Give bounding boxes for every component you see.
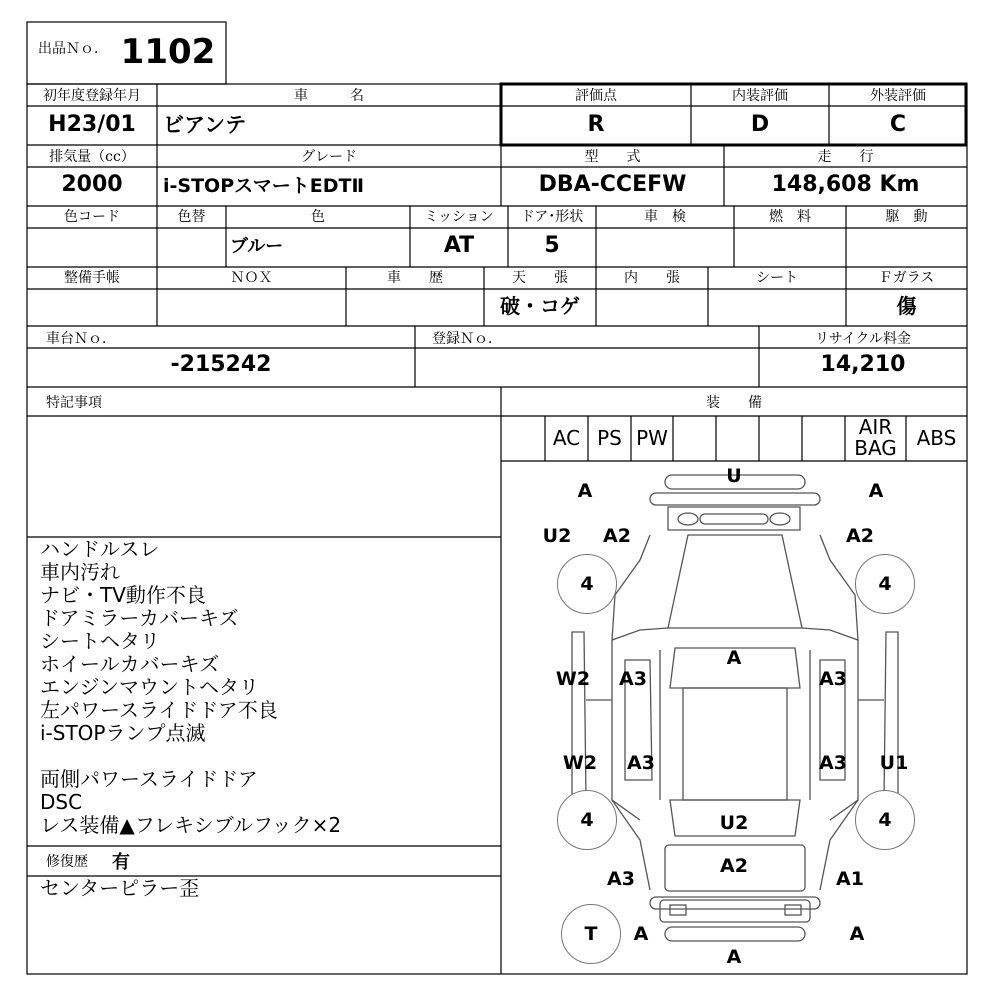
displacement-value: 2000 — [61, 172, 123, 197]
equipment-item: AC — [552, 426, 581, 450]
drive-label: 駆 動 — [885, 209, 928, 225]
damage-mark: A — [849, 923, 865, 945]
glass-value: 傷 — [896, 294, 917, 318]
rear-bumper-shape — [650, 897, 820, 909]
damage-mark: A — [633, 923, 649, 945]
interior-grade-label: 内装評価 — [732, 88, 788, 104]
damage-mark: U1 — [879, 752, 909, 774]
right-mirror-shape — [884, 632, 898, 800]
nox-label: ＮＯＸ — [230, 270, 273, 286]
note-line: 左パワースライドドア不良 — [40, 698, 278, 722]
equipment-item: AIR BAG — [854, 415, 897, 460]
ceiling-label: 天 張 — [512, 270, 568, 286]
model-value: DBA-CCEFW — [538, 172, 687, 197]
note-line: ナビ・TV動作不良 — [40, 583, 206, 607]
chassis-value: -215242 — [170, 352, 272, 377]
notes-label: 特記事項 — [46, 395, 102, 411]
note-line: ホイールカバーキズ — [40, 652, 220, 676]
damage-mark: A3 — [627, 752, 655, 774]
manual-label: 整備手帳 — [64, 270, 120, 286]
car-name-value: ビアンテ — [163, 113, 247, 137]
note-line: エンジンマウントヘタリ — [40, 675, 259, 699]
note-line: i-STOPランプ点滅 — [40, 721, 206, 745]
mileage-value: 148,608 Km — [771, 172, 920, 197]
repair-value: 有 — [112, 852, 130, 873]
front-bumper-lower-shape — [650, 493, 820, 505]
tire-rear-right: 4 — [855, 790, 915, 850]
grade-value: i-STOPスマートEDTⅡ — [163, 175, 364, 197]
lot-label: 出品Ｎｏ． — [38, 41, 108, 57]
grade-label: グレード — [301, 149, 357, 165]
seat-label: シート — [756, 270, 798, 286]
glass-label: Ｆガラス — [878, 270, 935, 286]
equipment-item: ABS — [916, 426, 957, 450]
history-label: 車 歴 — [387, 270, 443, 286]
interior-trim-label: 内 張 — [624, 270, 680, 286]
inspection-label: 車 検 — [644, 209, 686, 225]
grille-shape — [668, 507, 800, 530]
windshield-shape — [668, 535, 802, 628]
damage-mark: A — [868, 480, 884, 502]
fuel-label: 燃 料 — [769, 209, 811, 225]
chassis-label: 車台Ｎｏ． — [46, 331, 116, 347]
damage-mark: A3 — [619, 668, 647, 690]
note-line: ハンドルスレ — [40, 537, 160, 561]
mileage-label: 走 行 — [817, 149, 874, 165]
door-value: 5 — [544, 233, 560, 258]
damage-mark: A3 — [819, 668, 847, 690]
equipment-item: PS — [597, 426, 622, 450]
model-label: 型 式 — [584, 149, 641, 165]
damage-mark: A — [577, 480, 593, 502]
mission-label: ミッション — [424, 209, 494, 225]
color-label: 色 — [311, 209, 325, 225]
recycle-value: 14,210 — [820, 352, 906, 377]
color-code-label: 色コード — [64, 209, 120, 225]
equipment-item: PW — [636, 426, 668, 450]
repair-note: センターピラー歪 — [40, 876, 200, 900]
exterior-grade-label: 外装評価 — [870, 88, 926, 104]
mission-value: AT — [443, 233, 475, 258]
first-reg-value: H23/01 — [48, 112, 136, 137]
door-label: ドア･形状 — [520, 209, 584, 225]
repair-label: 修復歴 — [46, 854, 88, 870]
note-line: 車内汚れ — [40, 560, 120, 584]
left-mirror-shape — [572, 632, 586, 800]
damage-mark: A2 — [720, 855, 748, 877]
damage-mark: W2 — [555, 668, 591, 690]
damage-mark: A — [726, 946, 742, 968]
recycle-label: リサイクル料金 — [814, 331, 912, 347]
ceiling-value: 破・コゲ — [500, 294, 580, 318]
damage-mark: A3 — [819, 752, 847, 774]
tire-front-right: 4 — [855, 554, 915, 614]
damage-mark: U2 — [719, 812, 749, 834]
interior-grade-value: D — [750, 112, 770, 137]
color-change-label: 色替 — [177, 209, 206, 225]
damage-mark: A2 — [603, 525, 631, 547]
equipment-label: 装 備 — [706, 395, 762, 411]
lot-number: 1102 — [120, 32, 216, 72]
tire-rear-left: 4 — [557, 790, 617, 850]
damage-mark: A2 — [846, 525, 874, 547]
note-line: レス装備▲フレキシブルフック×2 — [40, 813, 342, 837]
reg-no-label: 登録Ｎｏ． — [432, 331, 502, 347]
note-line: 両側パワースライドドア — [40, 767, 258, 791]
damage-mark: A1 — [836, 868, 864, 890]
exterior-grade-value: C — [889, 112, 907, 137]
displacement-label: 排気量（cc） — [49, 149, 135, 165]
car-name-label: 車 名 — [294, 88, 364, 104]
note-line: シートヘタリ — [40, 629, 160, 653]
damage-mark: U2 — [542, 525, 572, 547]
note-line: DSC — [40, 790, 83, 814]
damage-mark: A — [726, 647, 742, 669]
damage-mark: U — [726, 465, 742, 487]
damage-mark: W2 — [562, 752, 598, 774]
roof-shape — [683, 688, 787, 800]
note-line: ドアミラーカバーキズ — [40, 606, 239, 630]
score-value: R — [587, 112, 605, 137]
tire-front-left: 4 — [557, 554, 617, 614]
score-label: 評価点 — [575, 88, 617, 104]
color-value: ブルー — [230, 236, 284, 257]
first-reg-label: 初年度登録年月 — [43, 88, 141, 104]
tire-spare: T — [561, 904, 621, 964]
damage-mark: A3 — [607, 868, 635, 890]
